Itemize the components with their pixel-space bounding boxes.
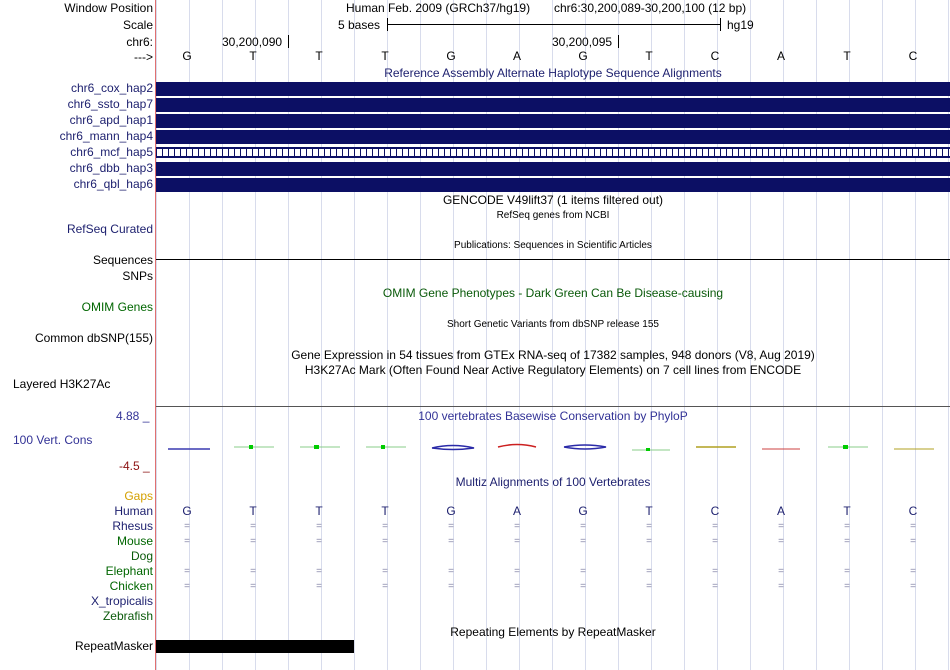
alignment-match-mark: = xyxy=(844,566,850,577)
cons-wiggle-plot xyxy=(156,440,950,456)
coord-label-1: 30,200,090 xyxy=(222,35,283,49)
human-alignment-base: C xyxy=(710,504,720,518)
omim-track-label[interactable]: OMIM Genes xyxy=(81,300,153,314)
alignment-match-mark: = xyxy=(580,521,586,532)
scale-text: 5 bases xyxy=(338,18,381,32)
scale-bar-left-tick xyxy=(387,18,388,31)
human-alignment-base: C xyxy=(908,504,918,518)
haplotype-alignment-bar[interactable] xyxy=(156,114,950,128)
scale-label: Scale xyxy=(122,18,153,32)
alignment-match-mark: = xyxy=(514,581,520,592)
haplotype-label[interactable]: chr6_mcf_hap5 xyxy=(70,145,153,159)
species-label[interactable]: Human xyxy=(114,504,153,518)
sequence-base: A xyxy=(776,49,785,63)
h3k27ac-track-label[interactable]: Layered H3K27Ac xyxy=(13,377,111,391)
haplotype-alignment-bar[interactable] xyxy=(156,178,950,192)
alt-haplotype-track-title[interactable]: Reference Assembly Alternate Haplotype Sequence Alignments xyxy=(384,66,722,80)
human-alignment-base: T xyxy=(843,504,851,518)
cons-mark-4b xyxy=(381,445,385,449)
haplotype-alignment-bar[interactable] xyxy=(156,162,950,176)
sequence-base: T xyxy=(381,49,389,63)
scale-bar xyxy=(387,24,720,25)
alignment-match-mark: = xyxy=(712,536,718,547)
repeatmasker-element[interactable] xyxy=(156,640,354,653)
haplotype-label[interactable]: chr6_dbb_hap3 xyxy=(69,161,153,175)
refseq-track-subtitle[interactable]: RefSeq genes from NCBI xyxy=(496,210,610,221)
assembly-title: Human Feb. 2009 (GRCh37/hg19) xyxy=(346,1,531,15)
alignment-match-mark: = xyxy=(382,521,388,532)
cons-mark-6 xyxy=(498,445,536,448)
haplotype-alignment-bar[interactable] xyxy=(156,82,950,96)
scale-bar-right-tick xyxy=(720,18,721,31)
alignment-match-mark: = xyxy=(250,521,256,532)
alignment-match-mark: = xyxy=(382,581,388,592)
sequence-base: T xyxy=(315,49,323,63)
cons-mark-8b xyxy=(646,448,650,451)
alignment-match-mark: = xyxy=(910,581,916,592)
sequence-base: A xyxy=(512,49,521,63)
alignment-match-mark: = xyxy=(778,566,784,577)
repeatmasker-track-label[interactable]: RepeatMasker xyxy=(74,639,153,653)
cons-mark-5 xyxy=(432,446,474,450)
alignment-match-mark: = xyxy=(250,581,256,592)
cons-mark-3b xyxy=(314,445,319,449)
alignment-match-mark: = xyxy=(778,536,784,547)
species-label[interactable]: Rhesus xyxy=(112,519,153,533)
human-alignment-base: A xyxy=(776,504,785,518)
alignment-match-mark: = xyxy=(448,521,454,532)
alignment-match-mark: = xyxy=(382,536,388,547)
alignment-match-mark: = xyxy=(448,536,454,547)
alignment-match-mark: = xyxy=(184,566,190,577)
alignment-match-mark: = xyxy=(646,581,652,592)
scale-db: hg19 xyxy=(727,18,754,32)
cons-min-value: -4.5 _ xyxy=(119,459,150,473)
alignment-match-mark: = xyxy=(580,581,586,592)
alignment-match-mark: = xyxy=(844,581,850,592)
alignment-match-mark: = xyxy=(184,536,190,547)
alignment-match-mark: = xyxy=(910,536,916,547)
haplotype-alignment-bar[interactable] xyxy=(156,130,950,144)
haplotype-label[interactable]: chr6_ssto_hap7 xyxy=(67,97,153,111)
cons-mark-11b xyxy=(843,445,848,449)
human-alignment-base: T xyxy=(315,504,323,518)
alignment-match-mark: = xyxy=(316,581,322,592)
alignment-match-mark: = xyxy=(448,581,454,592)
human-alignment-base: G xyxy=(446,504,456,518)
human-alignment-base: A xyxy=(512,504,521,518)
species-label[interactable]: Mouse xyxy=(116,534,153,548)
h3k27ac-track-title[interactable]: H3K27Ac Mark (Often Found Near Active Regulatory Elements) on 7 cell lines from ENCODE xyxy=(304,363,802,377)
cons-mark-2b xyxy=(249,445,253,449)
coord-label-2: 30,200,095 xyxy=(552,35,613,49)
human-alignment-base: T xyxy=(249,504,257,518)
coord-tick-2 xyxy=(618,35,619,48)
window-position-label: Window Position xyxy=(64,1,153,15)
alignment-match-mark: = xyxy=(316,566,322,577)
cons-track-title[interactable]: 100 vertebrates Basewise Conservation by PhyloP xyxy=(418,409,688,423)
alignment-match-mark: = xyxy=(712,581,718,592)
chrom-label: chr6: xyxy=(126,35,153,49)
alignment-match-mark: = xyxy=(580,536,586,547)
cons-track-label[interactable]: 100 Vert. Cons xyxy=(13,433,93,447)
gtex-track-title[interactable]: Gene Expression in 54 tissues from GTEx RNA-seq of 17382 samples, 948 donors (V8, Aug 2019) xyxy=(291,348,815,362)
alignment-match-mark: = xyxy=(448,566,454,577)
position-readout[interactable]: chr6:30,200,089-30,200,100 (12 bp) xyxy=(554,1,747,15)
dbsnp-track-title[interactable]: Short Genetic Variants from dbSNP release 155 xyxy=(447,319,659,330)
refseq-track-label[interactable]: RefSeq Curated xyxy=(66,222,153,236)
alignment-match-mark: = xyxy=(316,536,322,547)
strand-label: ---> xyxy=(134,50,153,64)
haplotype-label[interactable]: chr6_cox_hap2 xyxy=(70,81,153,95)
sequences-track-label[interactable]: Sequences xyxy=(92,253,153,267)
alignment-match-mark: = xyxy=(382,566,388,577)
cons-max-value: 4.88 _ xyxy=(116,409,150,423)
alignment-match-mark: = xyxy=(250,566,256,577)
haplotype-label[interactable]: chr6_qbl_hap6 xyxy=(73,177,153,191)
species-label[interactable]: Chicken xyxy=(109,579,153,593)
alignment-match-mark: = xyxy=(778,581,784,592)
alignment-match-mark: = xyxy=(646,536,652,547)
alignment-match-mark: = xyxy=(580,566,586,577)
species-label[interactable]: Elephant xyxy=(105,564,153,578)
publications-track-title[interactable]: Publications: Sequences in Scientific Articles xyxy=(454,240,652,251)
h3k27ac-track-baseline xyxy=(156,406,950,407)
coord-tick-1 xyxy=(288,35,289,48)
alignment-match-mark: = xyxy=(184,521,190,532)
alignment-match-mark: = xyxy=(514,536,520,547)
species-label[interactable]: X_tropicalis xyxy=(90,594,153,608)
cons-mark-7 xyxy=(564,445,606,449)
sequence-base: C xyxy=(908,49,918,63)
gencode-track-title[interactable]: GENCODE V49lift37 (1 items filtered out) xyxy=(442,193,664,207)
sequence-base: G xyxy=(578,49,588,63)
human-alignment-base: T xyxy=(381,504,389,518)
sequence-base: C xyxy=(710,49,720,63)
alignment-match-mark: = xyxy=(646,521,652,532)
sequence-base: T xyxy=(645,49,653,63)
species-label[interactable]: Dog xyxy=(130,549,153,563)
alignment-match-mark: = xyxy=(514,566,520,577)
alignment-match-mark: = xyxy=(844,521,850,532)
haplotype-alignment-bar[interactable] xyxy=(156,98,950,112)
species-label[interactable]: Zebrafish xyxy=(102,609,153,623)
alignment-match-mark: = xyxy=(712,521,718,532)
alignment-match-mark: = xyxy=(514,521,520,532)
alignment-match-mark: = xyxy=(250,536,256,547)
alignment-match-mark: = xyxy=(778,521,784,532)
haplotype-label[interactable]: chr6_mann_hap4 xyxy=(59,129,153,143)
sequence-base: G xyxy=(182,49,192,63)
haplotype-alignment-bar[interactable] xyxy=(156,147,950,158)
human-alignment-base: G xyxy=(182,504,192,518)
alignment-match-mark: = xyxy=(184,581,190,592)
human-alignment-base: T xyxy=(645,504,653,518)
sequence-base: T xyxy=(843,49,851,63)
multiz-track-title[interactable]: Multiz Alignments of 100 Vertebrates xyxy=(455,475,651,489)
species-label[interactable]: Gaps xyxy=(124,489,153,503)
haplotype-label[interactable]: chr6_apd_hap1 xyxy=(69,113,153,127)
alignment-match-mark: = xyxy=(316,521,322,532)
repeatmasker-track-title[interactable]: Repeating Elements by RepeatMasker xyxy=(450,625,656,639)
alignment-match-mark: = xyxy=(844,536,850,547)
sequence-base: G xyxy=(446,49,456,63)
alignment-match-mark: = xyxy=(712,566,718,577)
sequence-base: T xyxy=(249,49,257,63)
human-alignment-base: G xyxy=(578,504,588,518)
alignment-match-mark: = xyxy=(910,521,916,532)
omim-track-title[interactable]: OMIM Gene Phenotypes - Dark Green Can Be Disease-causing xyxy=(382,286,724,300)
dbsnp-track-label[interactable]: Common dbSNP(155) xyxy=(34,331,153,345)
sequences-track-line xyxy=(156,259,950,260)
snps-track-label[interactable]: SNPs xyxy=(122,269,153,283)
alignment-match-mark: = xyxy=(646,566,652,577)
alignment-match-mark: = xyxy=(910,566,916,577)
